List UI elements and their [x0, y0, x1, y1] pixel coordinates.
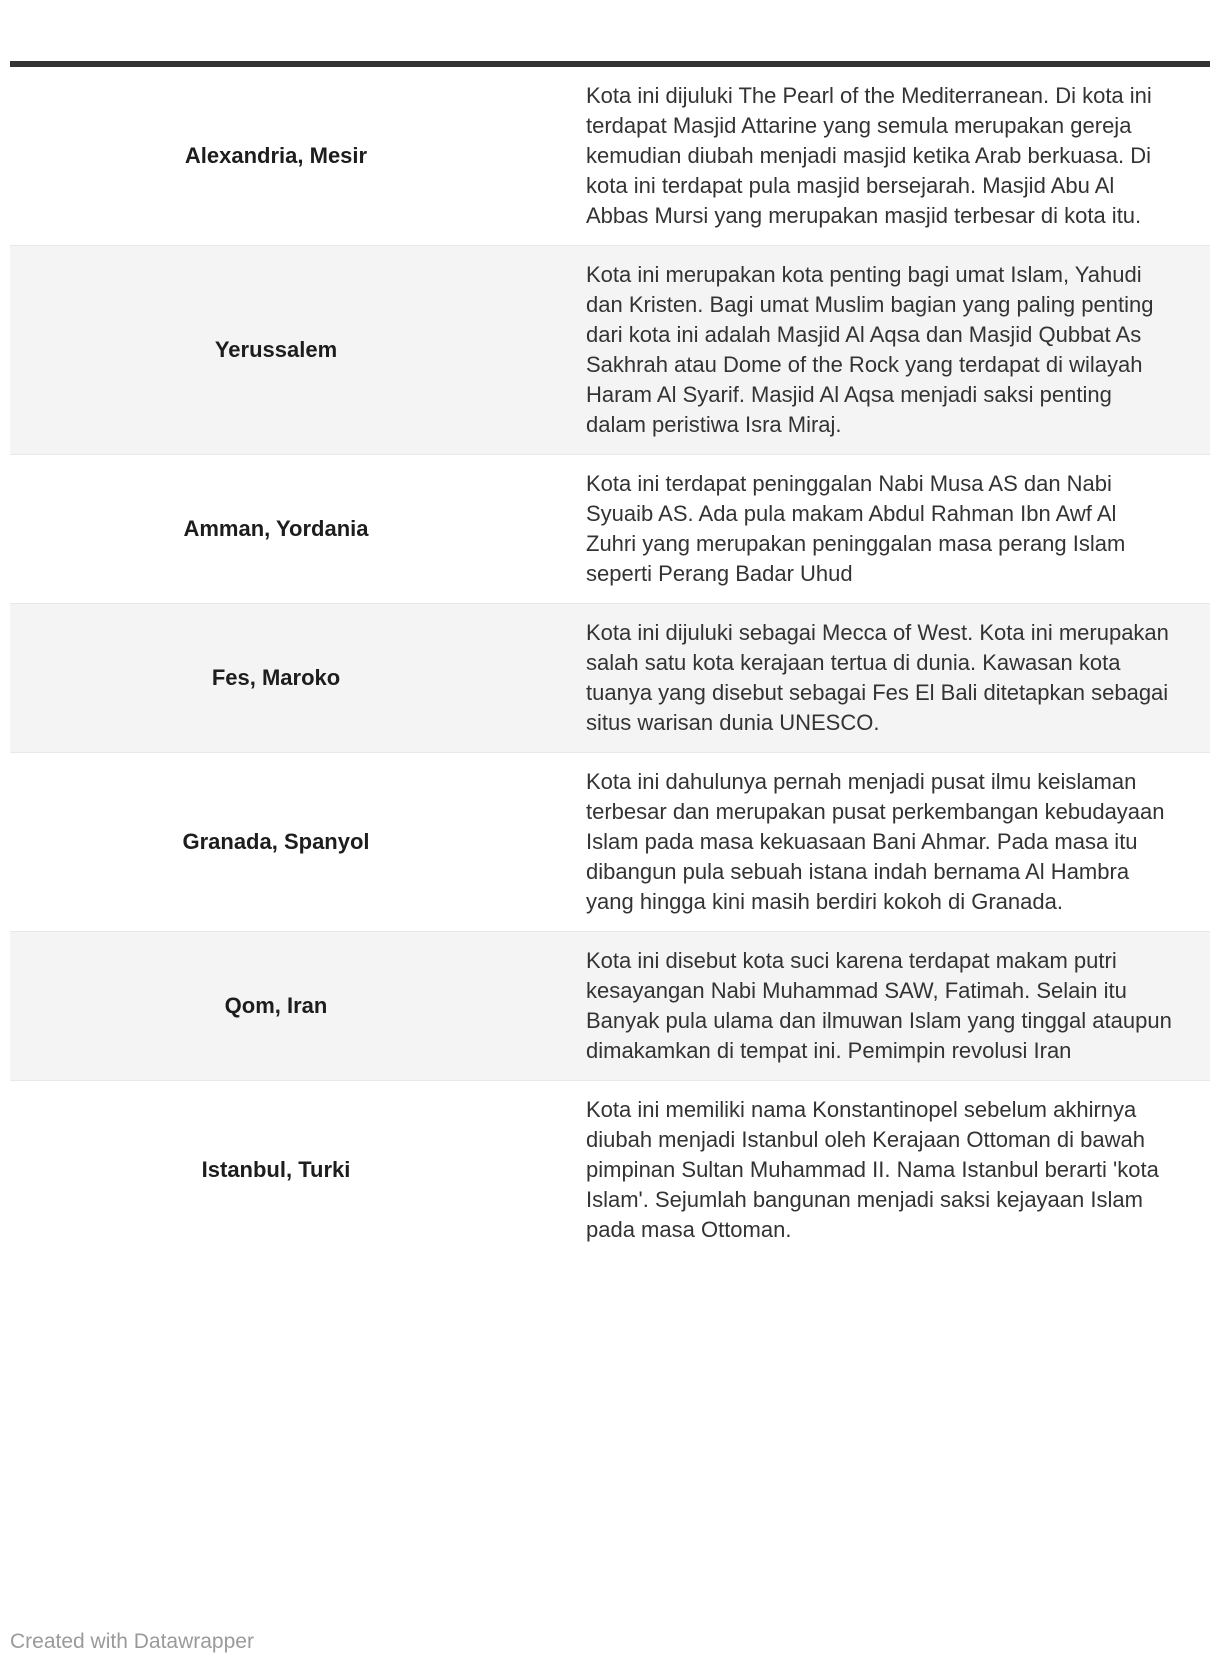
table-row	[10, 246, 1210, 455]
cities-table-body	[10, 67, 1210, 1259]
table-row	[10, 753, 1210, 932]
description-cell: Kota ini dahulunya pernah menjadi pusat ilmu keislaman terbesar dan merupakan pusat perkembangan kebudayaan Islam pada masa kekuasaan Bani Ahmar. Pada masa itu dibangun pula sebuah istana indah bernama Al Hambra yang hingga kini masih berdiri kokoh di Granada.	[586, 769, 1165, 914]
table-row	[10, 604, 1210, 753]
datawrapper-attribution-link[interactable]: Created with Datawrapper	[10, 1630, 254, 1653]
description-cell: Kota ini memiliki nama Konstantinopel sebelum akhirnya diubah menjadi Istanbul oleh Kerajaan Ottoman di bawah pimpinan Sultan Muhammad II. Nama Istanbul berarti 'kota Islam'. Sejumlah bangunan menjadi saksi kejayaan Islam pada masa Ottoman.	[586, 1097, 1159, 1242]
table-row	[10, 932, 1210, 1081]
table-row	[10, 1081, 1210, 1260]
city-cell: Granada, Spanyol	[182, 829, 370, 854]
city-cell: Qom, Iran	[224, 993, 328, 1018]
description-cell: Kota ini disebut kota suci karena terdapat makam putri kesayangan Nabi Muhammad SAW, Fatimah. Selain itu Banyak pula ulama dan ilmuwan Islam yang tinggal ataupun dimakamkan di tempat ini. Pemimpin revolusi Iran	[586, 948, 1172, 1063]
city-cell: Istanbul, Turki	[201, 1157, 351, 1182]
description-cell: Kota ini terdapat peninggalan Nabi Musa AS dan Nabi Syuaib AS. Ada pula makam Abdul Rahman Ibn Awf Al Zuhri yang merupakan peninggalan masa perang Islam seperti Perang Badar Uhud	[586, 471, 1126, 586]
city-cell: Amman, Yordania	[183, 516, 369, 541]
table-row	[10, 455, 1210, 604]
description-cell: Kota ini merupakan kota penting bagi umat Islam, Yahudi dan Kristen. Bagi umat Muslim bagian yang paling penting dari kota ini adalah Masjid Al Aqsa dan Masjid Qubbat As Sakhrah atau Dome of the Rock yang terdapat di wilayah Haram Al Syarif. Masjid Al Aqsa menjadi saksi penting dalam peristiwa Isra Miraj.	[586, 262, 1154, 437]
datawrapper-table-chart	[10, 61, 1210, 1259]
cities-table	[10, 67, 1210, 1259]
description-cell: Kota ini dijuluki The Pearl of the Mediterranean. Di kota ini terdapat Masjid Attarine yang semula merupakan gereja kemudian diubah menjadi masjid ketika Arab berkuasa. Di kota ini terdapat pula masjid bersejarah. Masjid Abu Al Abbas Mursi yang merupakan masjid terbesar di kota itu.	[586, 83, 1152, 228]
table-row	[10, 67, 1210, 246]
city-cell: Alexandria, Mesir	[184, 143, 368, 168]
description-cell: Kota ini dijuluki sebagai Mecca of West. Kota ini merupakan salah satu kota kerajaan tertua di dunia. Kawasan kota tuanya yang disebut sebagai Fes El Bali ditetapkan sebagai situs warisan dunia UNESCO.	[586, 620, 1169, 735]
city-cell: Fes, Maroko	[211, 665, 341, 690]
city-cell: Yerussalem	[214, 337, 338, 362]
